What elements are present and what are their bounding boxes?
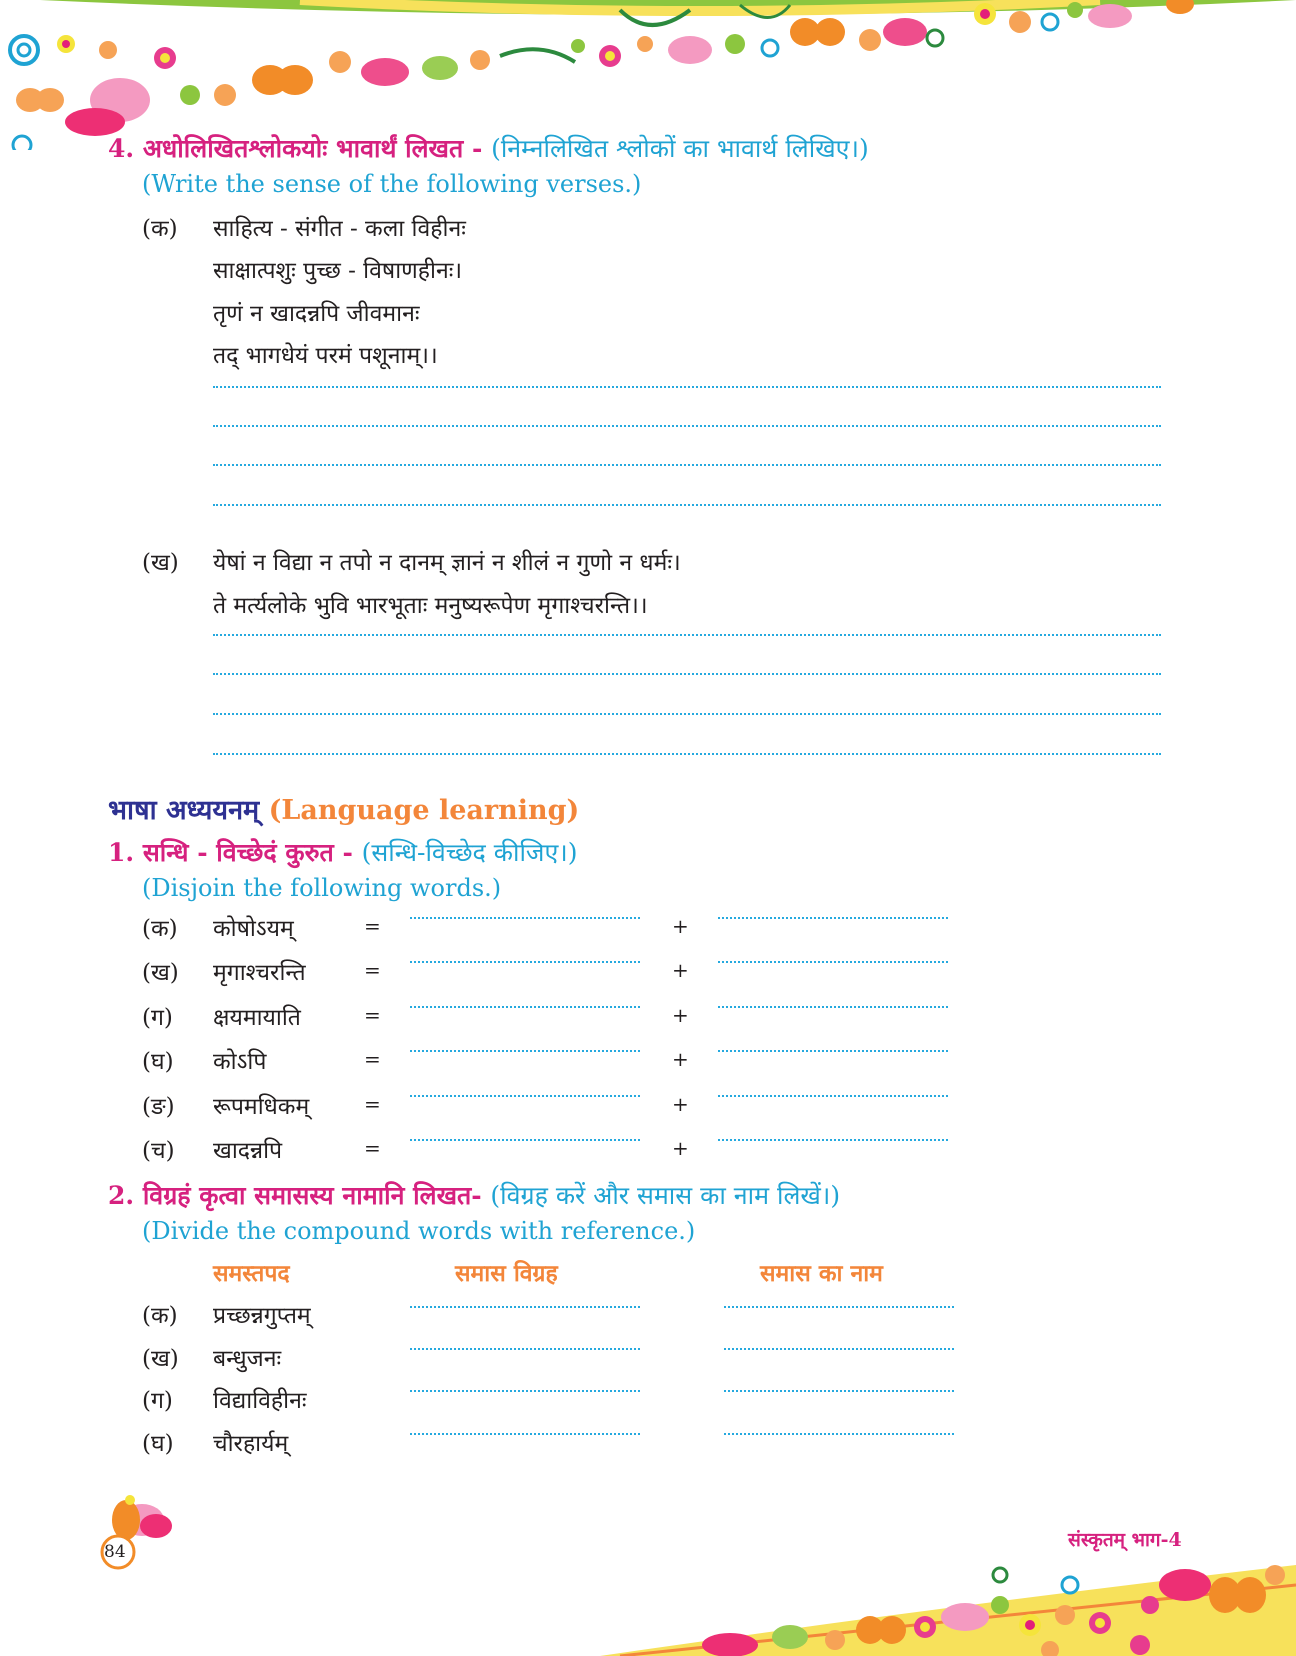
q4-verse-ka-line-3: तृणं न खादन्नपि जीवमानः bbox=[213, 301, 420, 327]
q4-english-instruction: (Write the sense of the following verses.) bbox=[142, 170, 642, 198]
answer-blank[interactable] bbox=[724, 1306, 954, 1308]
q2-item-label: (ग) bbox=[142, 1388, 173, 1414]
q4-verse-ka-line-1: साहित्य - संगीत - कला विहीनः bbox=[213, 216, 466, 242]
plus-sign: + bbox=[672, 914, 689, 938]
equals-sign: = bbox=[364, 914, 381, 938]
answer-blank[interactable] bbox=[718, 961, 948, 963]
answer-blank[interactable] bbox=[410, 1006, 640, 1008]
plus-sign: + bbox=[672, 1092, 689, 1116]
q2-item-label: (घ) bbox=[142, 1431, 174, 1457]
answer-line[interactable] bbox=[213, 386, 1161, 388]
q4-hindi-instruction: (निम्नलिखित श्लोकों का भावार्थ लिखिए।) bbox=[491, 134, 869, 163]
top-decoration bbox=[0, 0, 1296, 150]
q1-english-instruction: (Disjoin the following words.) bbox=[142, 874, 502, 902]
answer-blank[interactable] bbox=[724, 1390, 954, 1392]
q2-english-instruction: (Divide the compound words with reference.) bbox=[142, 1217, 696, 1245]
q4-verse-kha-line-2: ते मर्त्यलोके भुवि भारभूताः मनुष्यरूपेण मृगाश्चरन्ति।। bbox=[213, 593, 648, 619]
answer-blank[interactable] bbox=[718, 917, 948, 919]
q4-number: 4. bbox=[108, 134, 135, 163]
answer-line[interactable] bbox=[213, 464, 1161, 466]
answer-blank[interactable] bbox=[410, 917, 640, 919]
q1-item-label: (ख) bbox=[142, 960, 179, 986]
section-title-english: (Language learning) bbox=[268, 795, 580, 826]
answer-line[interactable] bbox=[213, 504, 1161, 506]
plus-sign: + bbox=[672, 1047, 689, 1071]
q1-number: 1. bbox=[108, 838, 135, 867]
equals-sign: = bbox=[364, 1003, 381, 1027]
answer-blank[interactable] bbox=[724, 1348, 954, 1350]
answer-blank[interactable] bbox=[410, 1306, 640, 1308]
q4-verse-ka-line-2: साक्षात्पशुः पुच्छ - विषाणहीनः। bbox=[213, 258, 463, 284]
plus-sign: + bbox=[672, 958, 689, 982]
q2-item-word: विद्याविहीनः bbox=[213, 1388, 307, 1414]
q1-item-word: कोऽपि bbox=[213, 1049, 267, 1075]
answer-line[interactable] bbox=[213, 673, 1161, 675]
answer-line[interactable] bbox=[213, 425, 1161, 427]
q2-heading bbox=[108, 1178, 840, 1212]
plus-sign: + bbox=[672, 1003, 689, 1027]
q1-hindi-instruction: (सन्धि-विच्छेद कीजिए।) bbox=[361, 838, 578, 867]
answer-blank[interactable] bbox=[410, 961, 640, 963]
answer-blank[interactable] bbox=[410, 1139, 640, 1141]
q2-item-label: (क) bbox=[142, 1303, 178, 1329]
answer-blank[interactable] bbox=[724, 1433, 954, 1435]
q1-item-word: मृगाश्चरन्ति bbox=[213, 960, 306, 986]
answer-line[interactable] bbox=[213, 713, 1161, 715]
answer-blank[interactable] bbox=[410, 1433, 640, 1435]
q1-item-label: (क) bbox=[142, 916, 178, 942]
answer-line[interactable] bbox=[213, 634, 1161, 636]
book-title: संस्कृतम् भाग-4 bbox=[1068, 1529, 1182, 1551]
q2-heading-text: विग्रहं कृत्वा समासस्य नामानि लिखत- bbox=[142, 1181, 482, 1210]
q1-item-label: (च) bbox=[142, 1138, 175, 1164]
q2-hindi-instruction: (विग्रह करें और समास का नाम लिखें।) bbox=[490, 1181, 841, 1210]
section-title bbox=[108, 790, 579, 827]
column-header-compound: समस्तपद bbox=[213, 1260, 290, 1287]
equals-sign: = bbox=[364, 1136, 381, 1160]
q1-item-label: (ग) bbox=[142, 1005, 173, 1031]
section-title-sanskrit: भाषा अध्ययनम् bbox=[108, 795, 260, 826]
answer-blank[interactable] bbox=[410, 1390, 640, 1392]
answer-blank[interactable] bbox=[718, 1095, 948, 1097]
q1-item-word: क्षयमायाति bbox=[213, 1005, 301, 1031]
q2-item-word: बन्धुजनः bbox=[213, 1346, 282, 1372]
answer-blank[interactable] bbox=[410, 1050, 640, 1052]
answer-blank[interactable] bbox=[718, 1050, 948, 1052]
q2-item-word: चौरहार्यम् bbox=[213, 1431, 289, 1457]
q4-heading-text: अधोलिखितश्लोकयोः भावार्थं लिखत - bbox=[142, 134, 483, 163]
q1-item-word: खादन्नपि bbox=[213, 1138, 283, 1164]
bottom-decoration bbox=[0, 1545, 1296, 1656]
answer-blank[interactable] bbox=[410, 1095, 640, 1097]
q1-item-label: (घ) bbox=[142, 1049, 174, 1075]
equals-sign: = bbox=[364, 1047, 381, 1071]
equals-sign: = bbox=[364, 1092, 381, 1116]
q1-item-word: रूपमधिकम् bbox=[213, 1094, 310, 1120]
q2-number: 2. bbox=[108, 1181, 135, 1210]
column-header-type: समास का नाम bbox=[760, 1260, 883, 1287]
q1-heading-text: सन्धि - विच्छेदं कुरुत - bbox=[142, 838, 353, 867]
q4-verse-kha-label: (ख) bbox=[142, 550, 179, 576]
q4-verse-kha-line-1: येषां न विद्या न तपो न दानम् ज्ञानं न शीलं न गुणो न धर्मः। bbox=[213, 550, 681, 576]
q1-item-label: (ङ) bbox=[142, 1094, 175, 1120]
q2-item-word: प्रच्छन्नगुप्तम् bbox=[213, 1303, 311, 1329]
answer-blank[interactable] bbox=[410, 1348, 640, 1350]
q2-item-label: (ख) bbox=[142, 1346, 179, 1372]
q4-verse-ka-line-4: तद् भागधेयं परमं पशूनाम्।। bbox=[213, 343, 438, 369]
column-header-analysis: समास विग्रह bbox=[455, 1260, 558, 1287]
answer-line[interactable] bbox=[213, 753, 1161, 755]
q1-heading bbox=[108, 835, 578, 869]
page-number: 84 bbox=[104, 1542, 126, 1562]
q4-heading bbox=[108, 131, 869, 165]
answer-blank[interactable] bbox=[718, 1139, 948, 1141]
plus-sign: + bbox=[672, 1136, 689, 1160]
q1-item-word: कोषोऽयम् bbox=[213, 916, 294, 942]
answer-blank[interactable] bbox=[718, 1006, 948, 1008]
equals-sign: = bbox=[364, 958, 381, 982]
q4-verse-ka-label: (क) bbox=[142, 216, 178, 242]
